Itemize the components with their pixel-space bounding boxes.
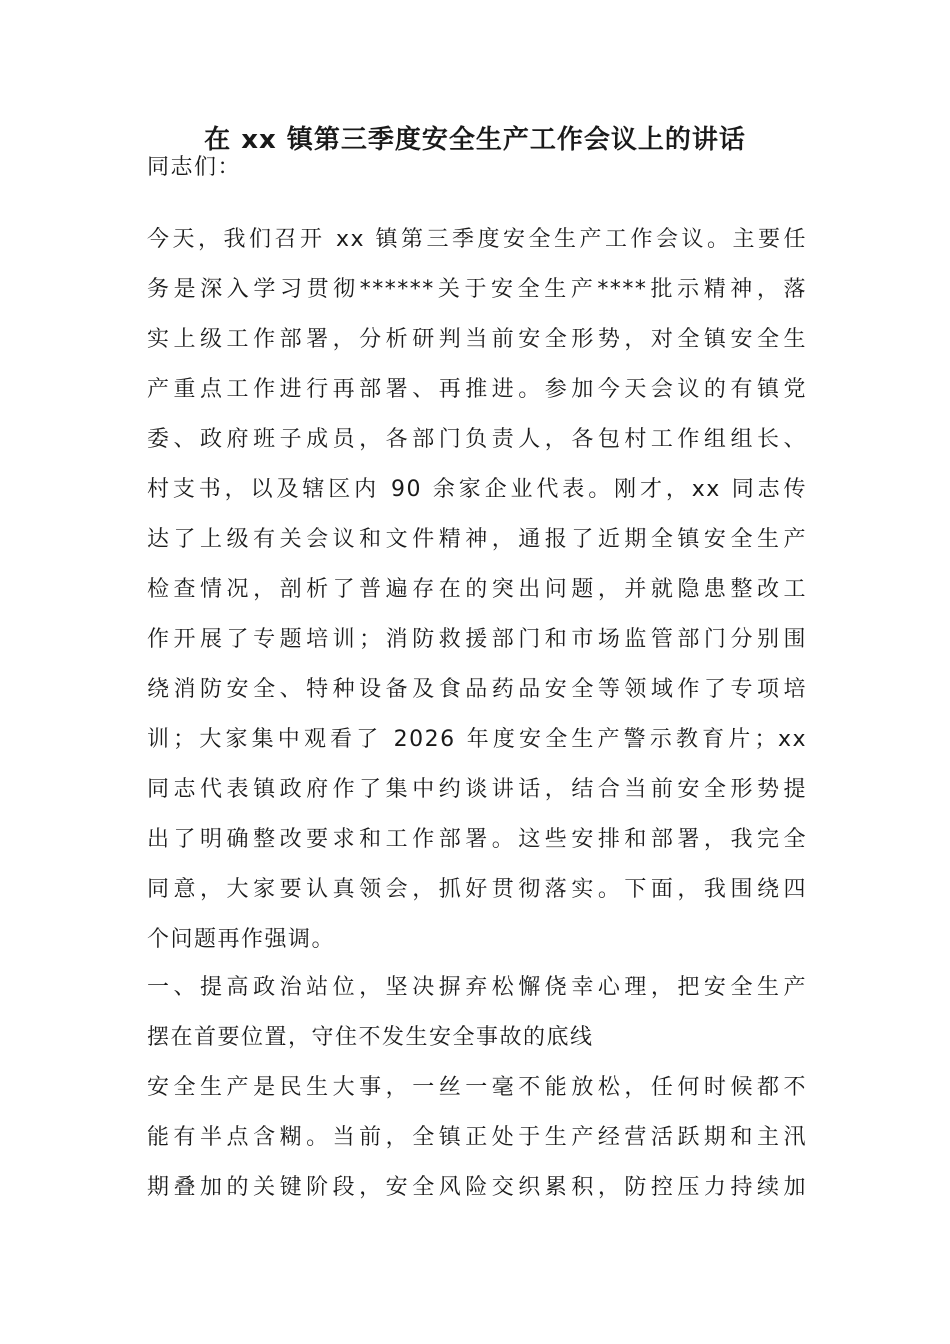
paragraph-line: 同志代表镇政府作了集中约谈讲话，结合当前安全形势提 [147,777,807,802]
paragraph-line: 达了上级有关会议和文件精神，通报了近期全镇安全生产 [147,527,807,552]
paragraph-line: 检查情况，剖析了普遍存在的突出问题，并就隐患整改工 [147,577,807,602]
paragraph-section-1 [147,1063,807,1213]
paragraph-line: 产重点工作进行再部署、再推进。参加今天会议的有镇党 [147,377,807,402]
paragraph-line: 作开展了专题培训；消防救援部门和市场监管部门分别围 [147,627,807,652]
paragraph-line: 务是深入学习贯彻******关于安全生产****批示精神，落 [147,277,807,302]
paragraph-line: 实上级工作部署，分析研判当前安全形势，对全镇安全生 [147,327,807,352]
paragraph-line: 绕消防安全、特种设备及食品药品安全等领域作了专项培 [147,677,807,702]
paragraph-opening [147,215,807,965]
paragraph-line: 出了明确整改要求和工作部署。这些安排和部署，我完全 [147,827,807,852]
paragraph-line: 今天，我们召开 xx 镇第三季度安全生产工作会议。主要任 [147,227,807,252]
paragraph-line: 能有半点含糊。当前，全镇正处于生产经营活跃期和主汛 [147,1125,807,1150]
paragraph-line: 安全生产是民生大事，一丝一毫不能放松，任何时候都不 [147,1075,807,1100]
paragraph-line: 村支书，以及辖区内 90 余家企业代表。刚才，xx 同志传 [147,477,807,502]
paragraph-line: 个问题再作强调。 [147,927,336,952]
heading-line: 一、提高政治站位，坚决摒弃松懈侥幸心理，把安全生产 [147,975,807,1000]
salutation [147,143,807,193]
paragraph-line: 期叠加的关键阶段，安全风险交织累积，防控压力持续加 [147,1175,807,1200]
paragraph-line: 委、政府班子成员，各部门负责人，各包村工作组组长、 [147,427,807,452]
section-heading-1 [147,963,807,1063]
paragraph-line: 训；大家集中观看了 2026 年度安全生产警示教育片；xx [147,727,807,752]
salutation-line: 同志们： [147,155,242,180]
document-title: 在 xx 镇第三季度安全生产工作会议上的讲话 [204,125,746,155]
paragraph-line: 同意，大家要认真领会，抓好贯彻落实。下面，我围绕四 [147,877,807,902]
heading-line: 摆在首要位置，守住不发生安全事故的底线 [147,1025,594,1050]
